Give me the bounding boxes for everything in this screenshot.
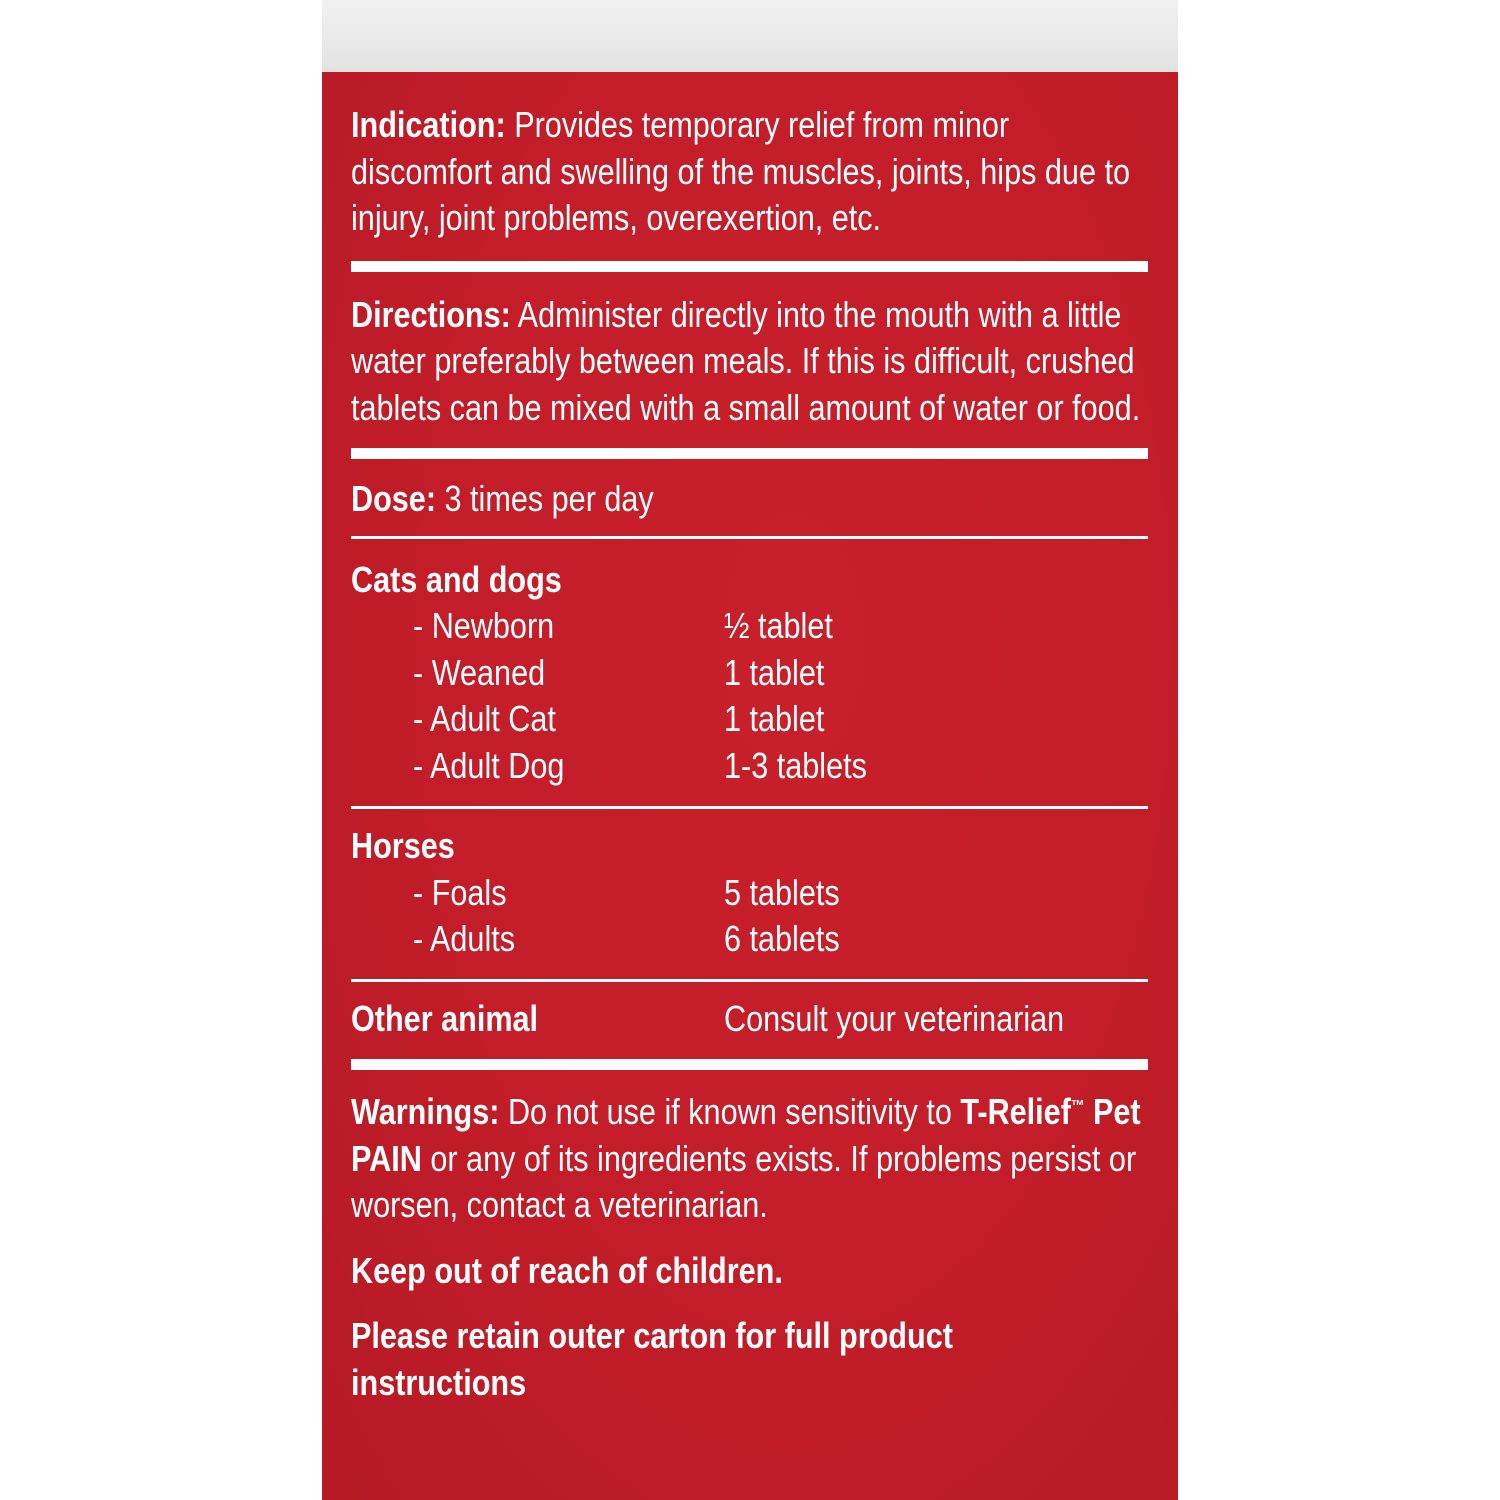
product-name: T-Relief (960, 1091, 1071, 1132)
dose-row (351, 696, 1149, 743)
warnings-label: Warnings: (351, 1091, 500, 1132)
dose-row (351, 603, 1149, 650)
divider-thick (351, 261, 1148, 272)
dose-row (351, 650, 1149, 697)
dose-label: Dose: (351, 478, 437, 519)
warnings-paragraph (351, 1089, 1154, 1229)
label-content (351, 102, 1149, 1406)
animal-stage: - Newborn (413, 605, 555, 646)
tablet-amount: ½ tablet (724, 605, 833, 646)
indication-text: Provides temporary relief from minor discomfort and swelling of the muscles, joints, hips due to injury, joint problems, overexertion, etc. (351, 104, 1130, 238)
animal-stage: - Adult Dog (413, 744, 565, 786)
tablet-amount: 5 tablets (724, 871, 840, 913)
directions-text: Administer directly into the mouth with a little water preferably between meals. If this is difficult, crushed tablets can be mixed with a small amount of water or food. (351, 293, 1141, 428)
product-name-suffix: Pet PAIN (351, 1091, 1141, 1179)
tablet-amount: 1-3 tablets (724, 744, 867, 786)
animal-stage: - Weaned (413, 651, 546, 693)
dose-row (351, 870, 1149, 917)
trademark-symbol: ™ (1070, 1098, 1085, 1115)
keep-out-notice: Keep out of reach of children. (351, 1249, 783, 1291)
indication-label: Indication: (351, 104, 506, 145)
tablet-amount: 6 tablets (724, 918, 840, 959)
indication-paragraph (351, 102, 1133, 242)
other-animal-label: Other animal (351, 997, 539, 1039)
divider-thick (351, 1059, 1148, 1070)
dose-row (351, 743, 1149, 790)
cats-dogs-table (351, 603, 1149, 789)
retain-carton-notice: Please retain outer carton for full product instructions (351, 1315, 953, 1403)
directions-paragraph (351, 292, 1142, 432)
warnings-text-1: Do not use if known sensitivity to (499, 1091, 961, 1132)
red-label-panel (322, 72, 1178, 1500)
animal-stage: - Adults (413, 918, 516, 959)
directions-label: Directions: (351, 293, 511, 335)
horses-heading: Horses (351, 825, 455, 866)
animal-stage: - Adult Cat (413, 698, 556, 739)
dose-text: 3 times per day (436, 478, 654, 519)
divider-thick (351, 448, 1148, 459)
tablet-amount: 1 tablet (724, 651, 825, 693)
cats-dogs-heading: Cats and dogs (351, 558, 562, 600)
tablet-amount: 1 tablet (724, 698, 825, 739)
dose-paragraph (351, 476, 1150, 523)
warnings-text-2: or any of its ingredients exists. If problems persist or worsen, contact a veterinarian. (351, 1137, 1137, 1225)
other-animal-row (351, 996, 1149, 1043)
animal-stage: - Foals (413, 871, 507, 913)
other-animal-text: Consult your veterinarian (724, 997, 1065, 1039)
top-paper-strip (322, 0, 1178, 72)
dose-row (351, 916, 1149, 963)
horses-table (351, 870, 1149, 963)
